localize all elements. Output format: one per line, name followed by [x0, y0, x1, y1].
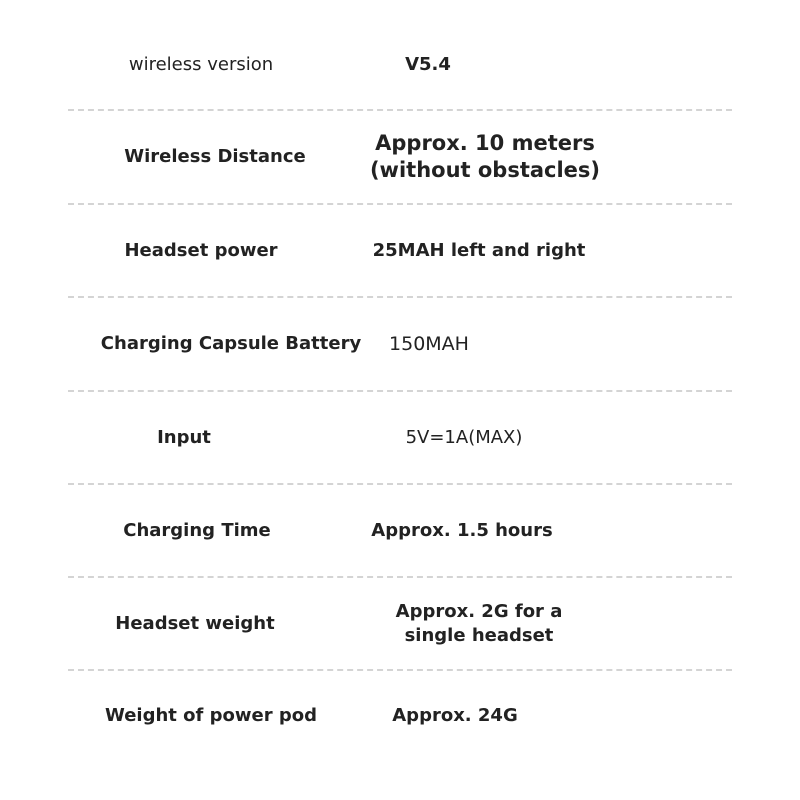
spec-value: Approx. 24G [392, 705, 518, 726]
spec-label: Charging Capsule Battery [100, 333, 362, 354]
spec-row-input [0, 391, 800, 485]
spec-value: 25MAH left and right [372, 240, 586, 261]
spec-label: Charging Time [123, 520, 271, 541]
spec-row-headset-weight [0, 577, 800, 671]
spec-label: Headset power [124, 240, 278, 261]
spec-value: Approx. 1.5 hours [371, 520, 553, 541]
spec-value: V5.4 [405, 54, 451, 75]
spec-value: 5V=1A(MAX) [405, 427, 523, 448]
spec-row-wireless-distance [0, 110, 800, 204]
spec-row-weight-of-power-pod [0, 670, 800, 762]
spec-value: 150MAH [389, 333, 469, 355]
spec-row-headset-power [0, 204, 800, 298]
spec-row-charging-time [0, 484, 800, 578]
spec-value: Approx. 2G for a single headset [395, 601, 563, 646]
spec-row-wireless-version [0, 20, 800, 110]
spec-label: Wireless Distance [124, 146, 306, 167]
spec-label: wireless version [128, 54, 274, 75]
spec-value: Approx. 10 meters (without obstacles) [369, 131, 601, 182]
spec-row-charging-capsule-battery [0, 297, 800, 391]
spec-label: Input [157, 427, 211, 448]
spec-label: Weight of power pod [105, 705, 317, 726]
spec-label: Headset weight [115, 613, 275, 634]
